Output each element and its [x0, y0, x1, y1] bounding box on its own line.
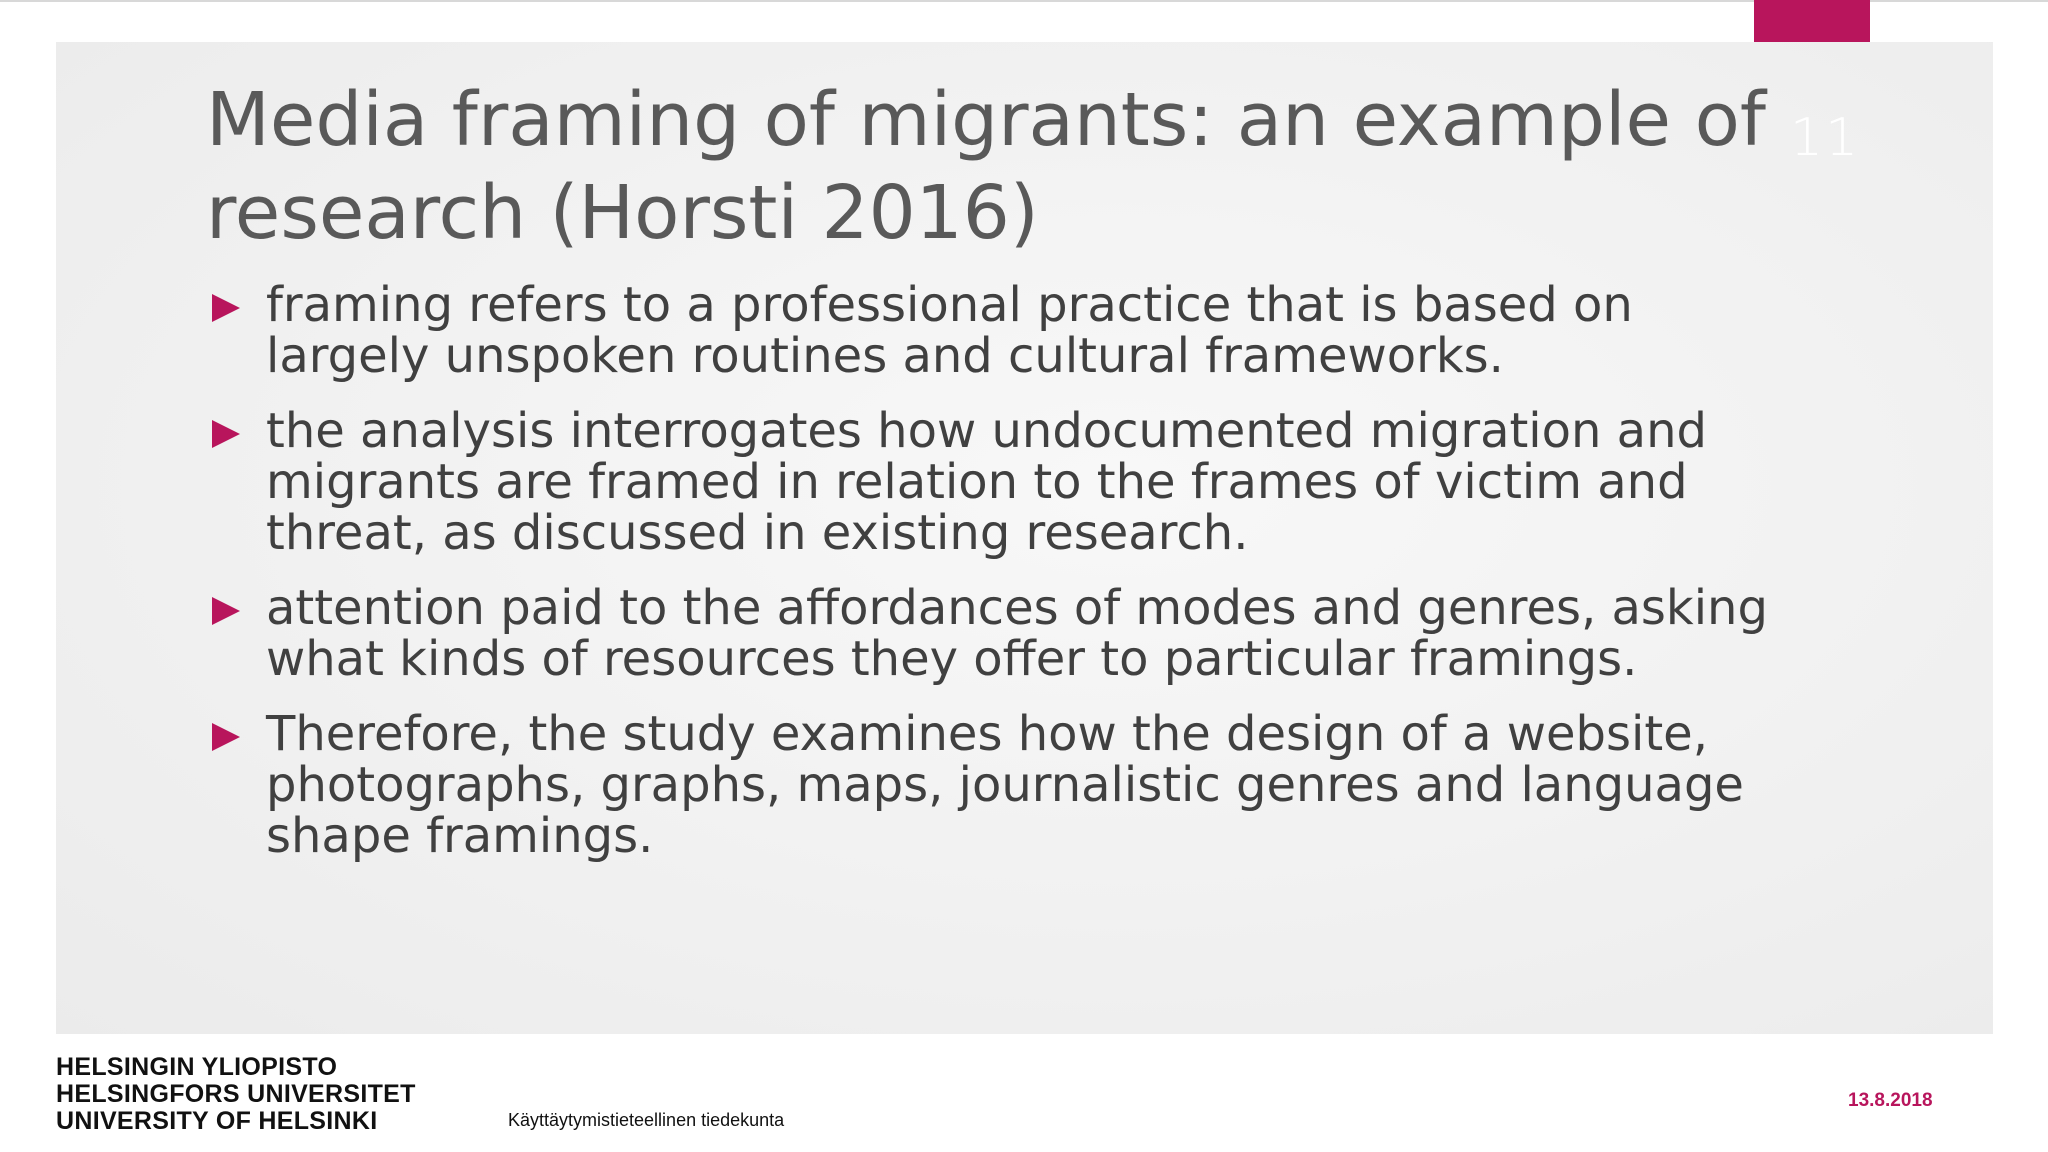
- triangle-right-icon: [212, 294, 240, 322]
- bullet-item: [206, 277, 1806, 384]
- university-name-english: UNIVERSITY OF HELSINKI: [56, 1107, 378, 1135]
- bullet-text: the analysis interrogates how undocumented migration and migrants are framed in relation to the frames of victim and threat, as discussed in existing research.: [266, 403, 1707, 561]
- slide-number: 11: [1790, 108, 1861, 168]
- bullet-list: [206, 277, 1806, 886]
- bullet-item: [206, 580, 1806, 687]
- faculty-name: Käyttäytymistieteellinen tiedekunta: [508, 1110, 785, 1130]
- bullet-text: attention paid to the affordances of modes and genres, asking what kinds of resources they offer to particular framings.: [266, 580, 1768, 687]
- footer-date: 13.8.2018: [1848, 1090, 1933, 1111]
- triangle-right-icon: [212, 597, 240, 625]
- bullet-text: framing refers to a professional practice that is based on largely unspoken routines and cultural frameworks.: [266, 277, 1633, 384]
- bullet-item: [206, 403, 1806, 561]
- bullet-text: Therefore, the study examines how the design of a website, photographs, graphs, maps, journalistic genres and language shape framings.: [266, 706, 1744, 864]
- bullet-item: [206, 706, 1806, 864]
- triangle-right-icon: [212, 420, 240, 448]
- top-divider: [0, 0, 2048, 2]
- university-name-finnish: HELSINGIN YLIOPISTO: [56, 1053, 338, 1081]
- university-name-swedish: HELSINGFORS UNIVERSITET: [56, 1080, 416, 1108]
- university-logo-text: [56, 1054, 416, 1135]
- triangle-right-icon: [212, 723, 240, 751]
- accent-tab: [1754, 0, 1870, 42]
- slide-title: Media framing of migrants: an example of research (Horsti 2016): [206, 77, 1766, 256]
